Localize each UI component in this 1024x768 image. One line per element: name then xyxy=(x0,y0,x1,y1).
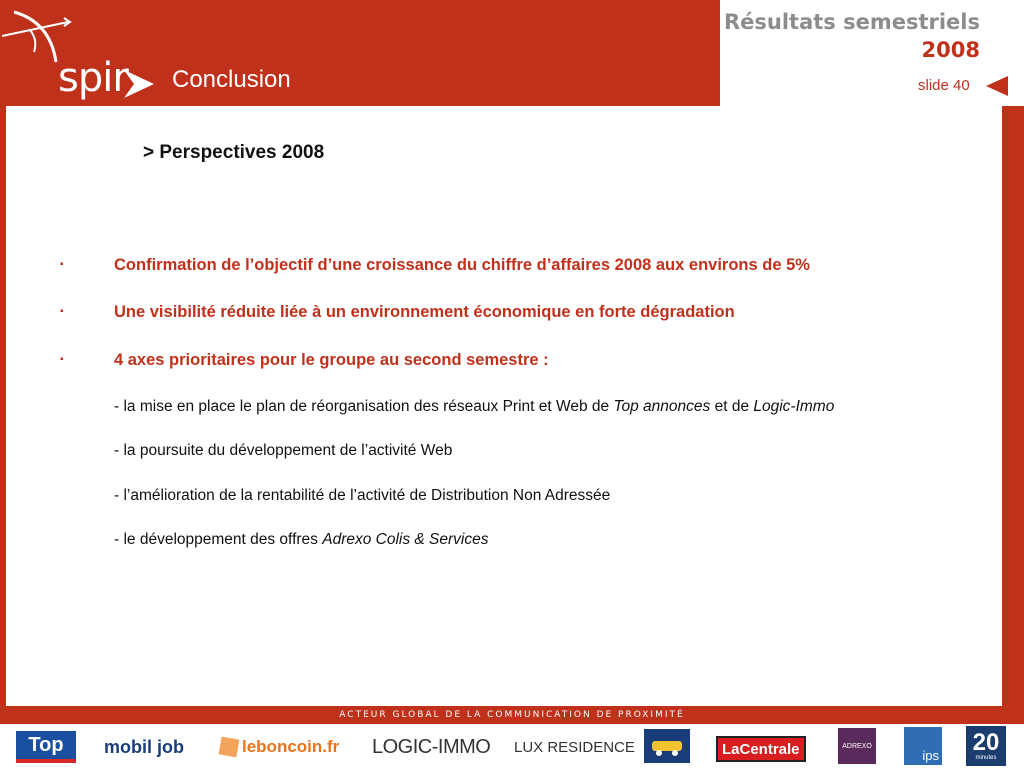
spir-logo xyxy=(0,0,128,106)
sub-item xyxy=(114,530,489,550)
sub-item xyxy=(114,441,452,461)
sub-item xyxy=(114,486,610,506)
sub-item-text: et de xyxy=(710,398,754,415)
leboncoin-logo xyxy=(220,731,339,763)
box-icon xyxy=(219,737,240,758)
car-icon xyxy=(644,729,690,763)
sub-item-italic: Logic-Immo xyxy=(753,398,835,415)
lacentrale-logo: LaCentrale xyxy=(716,736,806,762)
car-ad-logo xyxy=(644,729,690,763)
chevron-left-icon xyxy=(986,76,1010,96)
bullet-text: Confirmation de l’objectif d’une croissance du chiffre d’affaires 2008 aux environs de 5% xyxy=(114,256,810,274)
report-title xyxy=(724,8,980,64)
bullet-text: Une visibilité réduite liée à un environnement économique en forte dégradation xyxy=(114,303,735,321)
logic-immo-logo: LOGIC-IMMO xyxy=(372,735,491,758)
left-border xyxy=(0,106,6,706)
sub-item-italic: Adrexo Colis & Services xyxy=(322,531,489,548)
leboncoin-logo-text: leboncoin.fr xyxy=(242,737,340,756)
section-title: Conclusion xyxy=(172,66,291,93)
bullet-text: 4 axes prioritaires pour le groupe au second semestre : xyxy=(114,351,549,369)
report-title-line1: Résultats semestriels xyxy=(723,10,980,34)
20-minutes-logo-word: minutes xyxy=(975,755,997,761)
chevron-right-icon xyxy=(124,70,158,98)
mobiljob-logo: mobil job xyxy=(104,736,184,757)
bullet-marker: ▪ xyxy=(60,259,64,270)
bullet-marker: ▪ xyxy=(60,354,64,365)
adrexo-logo: ADREXO xyxy=(838,728,876,764)
slide-number: slide 40 xyxy=(918,77,970,94)
sub-item-text: - l’amélioration de la rentabilité de l’activité de Distribution Non Adressée xyxy=(114,487,611,504)
slide-subtitle: > Perspectives 2008 xyxy=(143,142,325,163)
top-annonces-logo: Top xyxy=(16,731,76,763)
sub-item-italic: Top annonces xyxy=(613,398,711,415)
bullet-marker: ▪ xyxy=(60,306,64,317)
spir-logo-text: spir xyxy=(58,55,128,101)
20-minutes-logo xyxy=(966,726,1006,766)
report-title-year: 2008 xyxy=(921,38,980,62)
sub-item-text: - la poursuite du développement de l’activité Web xyxy=(114,442,453,459)
sub-item-text: - le développement des offres xyxy=(114,531,323,548)
brand-logo-strip xyxy=(0,724,1024,768)
20-minutes-logo-number: 20 xyxy=(972,729,1000,756)
lux-residence-logo: LUX RESIDENCE xyxy=(514,738,635,756)
sub-item xyxy=(114,397,834,417)
footer-tagline: ACTEUR GLOBAL DE LA COMMUNICATION DE PROXIMITÉ xyxy=(0,706,1024,724)
ips-logo: ips xyxy=(904,727,942,765)
sub-item-text: - la mise en place le plan de réorganisation des réseaux Print et Web de xyxy=(114,398,614,415)
right-border xyxy=(1002,106,1024,706)
